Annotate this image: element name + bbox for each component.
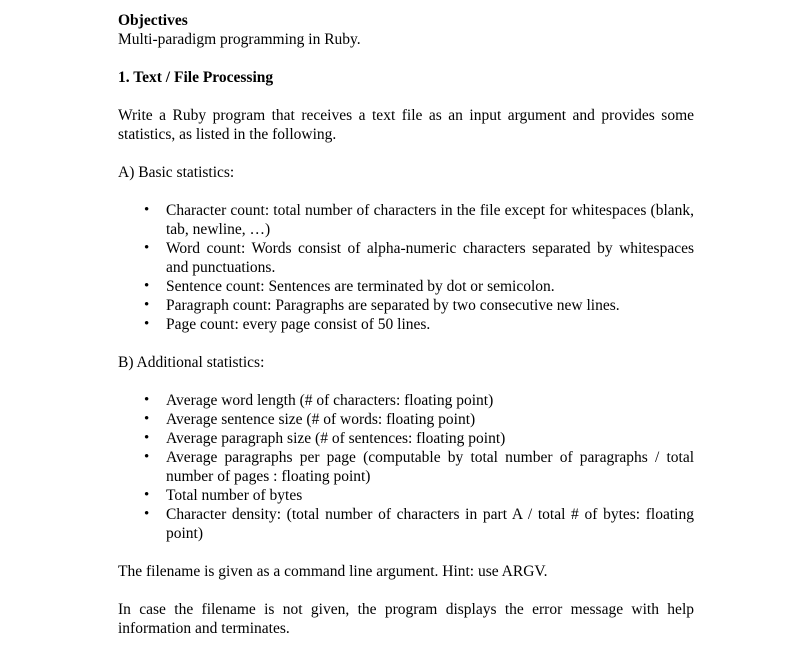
list-item — [118, 277, 694, 296]
list-item — [118, 429, 694, 448]
list-item — [118, 448, 694, 486]
list-item-text: Paragraph count: Paragraphs are separated by two consecutive new lines. — [166, 297, 620, 314]
objectives-heading: Objectives — [118, 12, 188, 29]
bullet-icon: • — [144, 316, 150, 332]
list-item — [118, 239, 694, 277]
bullet-icon: • — [144, 202, 150, 218]
bullet-icon: • — [144, 449, 150, 465]
bullet-icon: • — [144, 506, 150, 522]
bullet-icon: • — [144, 392, 150, 408]
list-item-text: Average word length (# of characters: floating point) — [166, 392, 494, 409]
additional-statistics-list — [118, 391, 694, 543]
bullet-icon: • — [144, 411, 150, 427]
list-item-text: Character count: total number of characters in the file except for whitespaces (blank, tab, newline, …) — [166, 202, 694, 238]
list-item-text: Total number of bytes — [166, 487, 303, 504]
intro-paragraph: Write a Ruby program that receives a text file as an input argument and provides some statistics, as listed in the following. — [118, 107, 694, 143]
list-item — [118, 296, 694, 315]
list-item — [118, 201, 694, 239]
bullet-icon: • — [144, 430, 150, 446]
document-body — [118, 11, 694, 638]
list-item-text: Average paragraphs per page (computable by total number of paragraphs / total number of pages : floating point) — [166, 449, 694, 485]
bullet-icon: • — [144, 240, 150, 256]
list-item — [118, 486, 694, 505]
basic-statistics-list — [118, 201, 694, 334]
objectives-text: Multi-paradigm programming in Ruby. — [118, 31, 361, 48]
bullet-icon: • — [144, 297, 150, 313]
list-item — [118, 410, 694, 429]
list-item — [118, 315, 694, 334]
bullet-icon: • — [144, 487, 150, 503]
list-item — [118, 505, 694, 543]
list-item-text: Average sentence size (# of words: floating point) — [166, 411, 476, 428]
list-item-text: Page count: every page consist of 50 lines. — [166, 316, 431, 333]
filename-note: The filename is given as a command line argument. Hint: use ARGV. — [118, 563, 548, 580]
list-item-text: Word count: Words consist of alpha-numeric characters separated by whitespaces and punctuations. — [166, 240, 694, 276]
error-note: In case the filename is not given, the program displays the error message with help information and terminates. — [118, 601, 694, 637]
section-title: 1. Text / File Processing — [118, 69, 274, 86]
list-item-text: Character density: (total number of characters in part A / total # of bytes: floating point) — [166, 506, 694, 542]
list-item-text: Average paragraph size (# of sentences: floating point) — [166, 430, 506, 447]
list-item-text: Sentence count: Sentences are terminated by dot or semicolon. — [166, 278, 555, 295]
basic-statistics-label: A) Basic statistics: — [118, 164, 235, 181]
additional-statistics-label: B) Additional statistics: — [118, 354, 265, 371]
list-item — [118, 391, 694, 410]
bullet-icon: • — [144, 278, 150, 294]
